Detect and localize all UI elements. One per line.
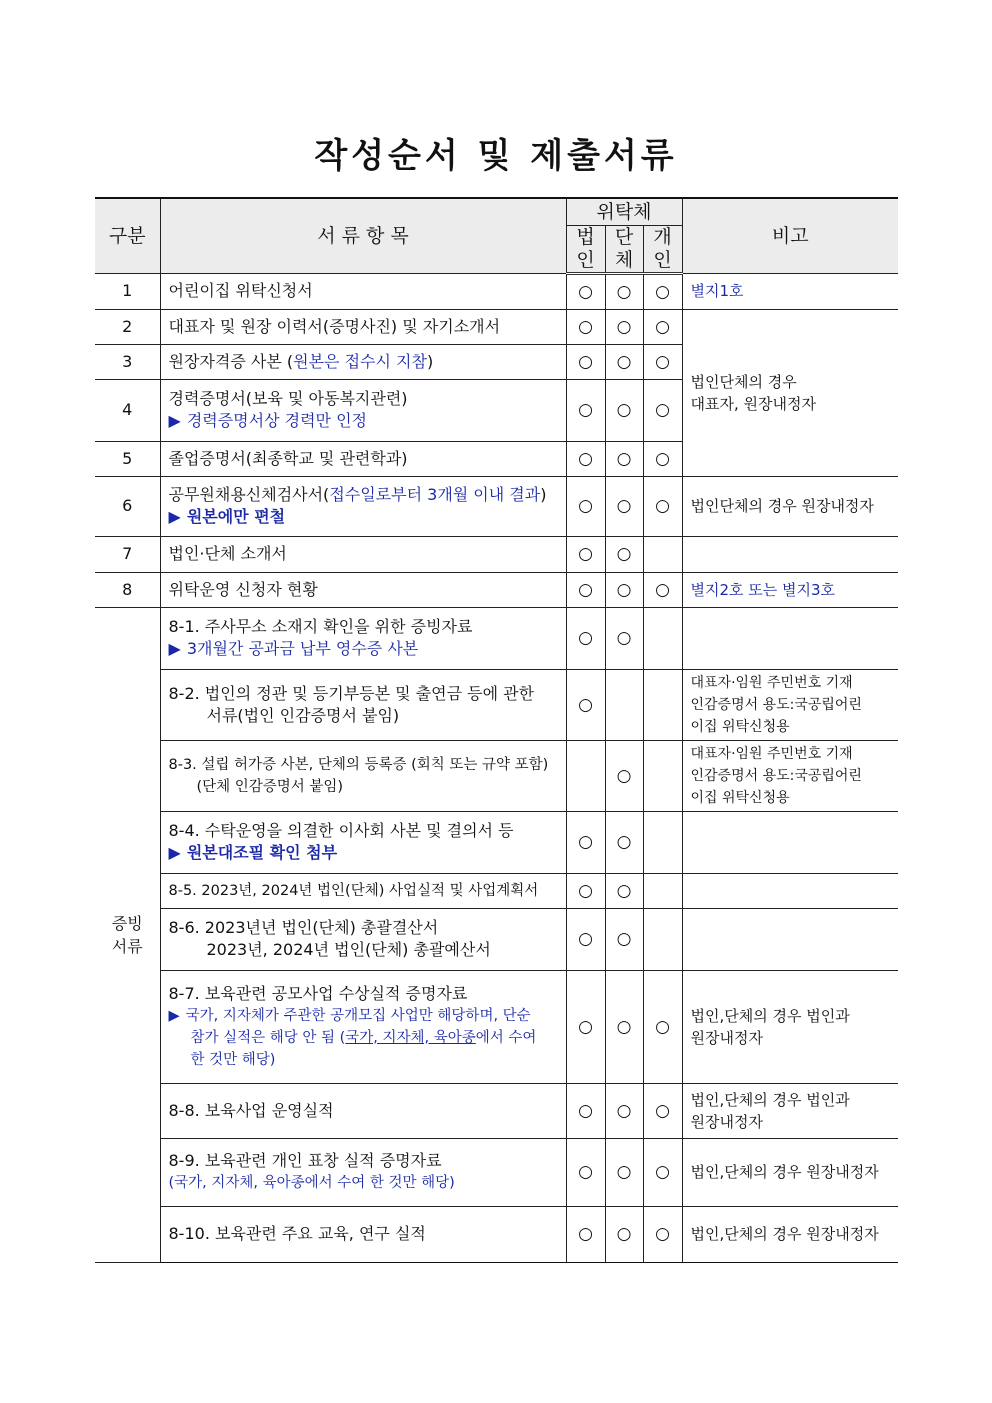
mark-org: ○ xyxy=(605,536,643,572)
row-item: 8-9. 보육관련 개인 표창 실적 증명자료 (국가, 지자체, 육아종에서 수여 한 것만 해당) xyxy=(160,1138,566,1206)
mark-indiv xyxy=(643,536,682,572)
row-note xyxy=(682,536,898,572)
row-item: 8-3. 설립 허가증 사본, 단체의 등록증 (회칙 또는 규약 포함) (단체 인감증명서 붙임) xyxy=(160,740,566,811)
row-note: 법인단체의 경우 원장내정자 xyxy=(682,476,898,536)
row-note: 법인,단체의 경우 법인과 원장내정자 xyxy=(682,1083,898,1138)
row-note xyxy=(682,811,898,873)
mark-indiv: ○ xyxy=(643,970,682,1083)
mark-corp: ○ xyxy=(566,970,605,1083)
mark-indiv xyxy=(643,873,682,908)
mark-corp: ○ xyxy=(566,344,605,379)
mark-indiv: ○ xyxy=(643,476,682,536)
mark-corp: ○ xyxy=(566,379,605,441)
mark-indiv: ○ xyxy=(643,309,682,344)
mark-corp: ○ xyxy=(566,536,605,572)
mark-corp: ○ xyxy=(566,607,605,669)
evidence-category: 증빙 서류 xyxy=(95,607,160,1262)
mark-org: ○ xyxy=(605,740,643,811)
mark-indiv xyxy=(643,908,682,970)
row-item: 8-10. 보육관련 주요 교육, 연구 실적 xyxy=(160,1206,566,1262)
mark-corp: ○ xyxy=(566,273,605,309)
page-title: 작성순서 및 제출서류 xyxy=(314,136,678,176)
row-number: 5 xyxy=(95,441,160,476)
mark-corp: ○ xyxy=(566,908,605,970)
mark-indiv xyxy=(643,740,682,811)
mark-corp: ○ xyxy=(566,476,605,536)
mark-org: ○ xyxy=(605,908,643,970)
row-note xyxy=(682,607,898,669)
table-row xyxy=(95,811,898,873)
mark-org: ○ xyxy=(605,379,643,441)
row-note xyxy=(682,908,898,970)
mark-indiv xyxy=(643,607,682,669)
row-note: 법인,단체의 경우 원장내정자 xyxy=(682,1206,898,1262)
mark-indiv: ○ xyxy=(643,344,682,379)
mark-indiv: ○ xyxy=(643,1083,682,1138)
table-row xyxy=(95,1206,898,1262)
mark-corp: ○ xyxy=(566,572,605,607)
row-number: 3 xyxy=(95,344,160,379)
mark-corp: ○ xyxy=(566,873,605,908)
mark-corp: ○ xyxy=(566,811,605,873)
row-note: 별지1호 xyxy=(682,273,898,309)
table-row xyxy=(95,908,898,970)
header-indiv: 개 인 xyxy=(643,225,682,273)
table-row xyxy=(95,669,898,740)
mark-indiv: ○ xyxy=(643,572,682,607)
mark-org: ○ xyxy=(605,1083,643,1138)
row-item: 8-8. 보육사업 운영실적 xyxy=(160,1083,566,1138)
row-number: 6 xyxy=(95,476,160,536)
row-note: 대표자·임원 주민번호 기재 인감증명서 용도:국공립어린 이집 위탁신청용 xyxy=(682,669,898,740)
mark-corp: ○ xyxy=(566,669,605,740)
row-note: 대표자·임원 주민번호 기재 인감증명서 용도:국공립어린 이집 위탁신청용 xyxy=(682,740,898,811)
row-item: 8-6. 2023년년 법인(단체) 총괄결산서 2023년, 2024년 법인(단체) 총괄예산서 xyxy=(160,908,566,970)
row-note: 법인,단체의 경우 법인과 원장내정자 xyxy=(682,970,898,1083)
row-item: 위탁운영 신청자 현황 xyxy=(160,572,566,607)
row-number: 2 xyxy=(95,309,160,344)
mark-org: ○ xyxy=(605,970,643,1083)
document-table xyxy=(95,197,898,1263)
mark-org: ○ xyxy=(605,607,643,669)
mark-corp: ○ xyxy=(566,441,605,476)
row-item: 경력증명서(보육 및 아동복지관련) ▶ 경력증명서상 경력만 인정 xyxy=(160,379,566,441)
table-row xyxy=(95,309,898,344)
mark-org: ○ xyxy=(605,273,643,309)
mark-org xyxy=(605,669,643,740)
mark-org: ○ xyxy=(605,873,643,908)
row-item: 8-2. 법인의 정관 및 등기부등본 및 출연금 등에 관한 서류(법인 인감증명서 붙임) xyxy=(160,669,566,740)
mark-org: ○ xyxy=(605,811,643,873)
mark-indiv: ○ xyxy=(643,441,682,476)
mark-org: ○ xyxy=(605,572,643,607)
mark-corp xyxy=(566,740,605,811)
mark-indiv: ○ xyxy=(643,1138,682,1206)
mark-org: ○ xyxy=(605,441,643,476)
row-number: 8 xyxy=(95,572,160,607)
row-number: 4 xyxy=(95,379,160,441)
row-note: 법인,단체의 경우 원장내정자 xyxy=(682,1138,898,1206)
mark-org: ○ xyxy=(605,309,643,344)
mark-indiv xyxy=(643,669,682,740)
row-item: 대표자 및 원장 이력서(증명사진) 및 자기소개서 xyxy=(160,309,566,344)
row-note xyxy=(682,873,898,908)
mark-indiv: ○ xyxy=(643,1206,682,1262)
mark-corp: ○ xyxy=(566,1138,605,1206)
row-item: 법인·단체 소개서 xyxy=(160,536,566,572)
table-row xyxy=(95,740,898,811)
header-item: 서 류 항 목 xyxy=(160,198,566,273)
mark-corp: ○ xyxy=(566,1206,605,1262)
row-item: 공무원채용신체검사서(접수일로부터 3개월 이내 결과) ▶ 원본에만 편철 xyxy=(160,476,566,536)
table-row xyxy=(95,607,898,669)
table-row xyxy=(95,970,898,1083)
table-row xyxy=(95,572,898,607)
mark-org: ○ xyxy=(605,344,643,379)
mark-corp: ○ xyxy=(566,1083,605,1138)
header-category: 구분 xyxy=(95,198,160,273)
table-row xyxy=(95,536,898,572)
row-item: 8-1. 주사무소 소재지 확인을 위한 증빙자료 ▶ 3개월간 공과금 납부 영수증 사본 xyxy=(160,607,566,669)
row-item: 어린이집 위탁신청서 xyxy=(160,273,566,309)
mark-indiv: ○ xyxy=(643,273,682,309)
row-item: 원장자격증 사본 (원본은 접수시 지참) xyxy=(160,344,566,379)
row-number: 1 xyxy=(95,273,160,309)
table-row xyxy=(95,1083,898,1138)
mark-indiv: ○ xyxy=(643,379,682,441)
merged-note: 법인단체의 경우 대표자, 원장내정자 xyxy=(682,309,898,476)
mark-org: ○ xyxy=(605,1206,643,1262)
header-org: 단 체 xyxy=(605,225,643,273)
row-item: 8-4. 수탁운영을 의결한 이사회 사본 및 결의서 등 ▶ 원본대조필 확인 첨부 xyxy=(160,811,566,873)
header-note: 비고 xyxy=(682,198,898,273)
mark-org: ○ xyxy=(605,1138,643,1206)
mark-indiv xyxy=(643,811,682,873)
header-corp: 법 인 xyxy=(566,225,605,273)
row-note: 별지2호 또는 별지3호 xyxy=(682,572,898,607)
row-item: 8-5. 2023년, 2024년 법인(단체) 사업실적 및 사업계획서 xyxy=(160,873,566,908)
row-item: 졸업증명서(최종학교 및 관련학과) xyxy=(160,441,566,476)
table-row xyxy=(95,1138,898,1206)
row-number: 7 xyxy=(95,536,160,572)
table-row xyxy=(95,273,898,309)
mark-org: ○ xyxy=(605,476,643,536)
header-group: 위탁체 xyxy=(566,198,682,225)
table-row xyxy=(95,873,898,908)
table-row xyxy=(95,476,898,536)
mark-corp: ○ xyxy=(566,309,605,344)
row-item: 8-7. 보육관련 공모사업 수상실적 증명자료 ▶ 국가, 지자체가 주관한 공개모집 사업만 해당하며, 단순 참가 실적은 해당 안 됨 (국가, 지자체, 육아종에서 수여 한 것만 해당) xyxy=(160,970,566,1083)
